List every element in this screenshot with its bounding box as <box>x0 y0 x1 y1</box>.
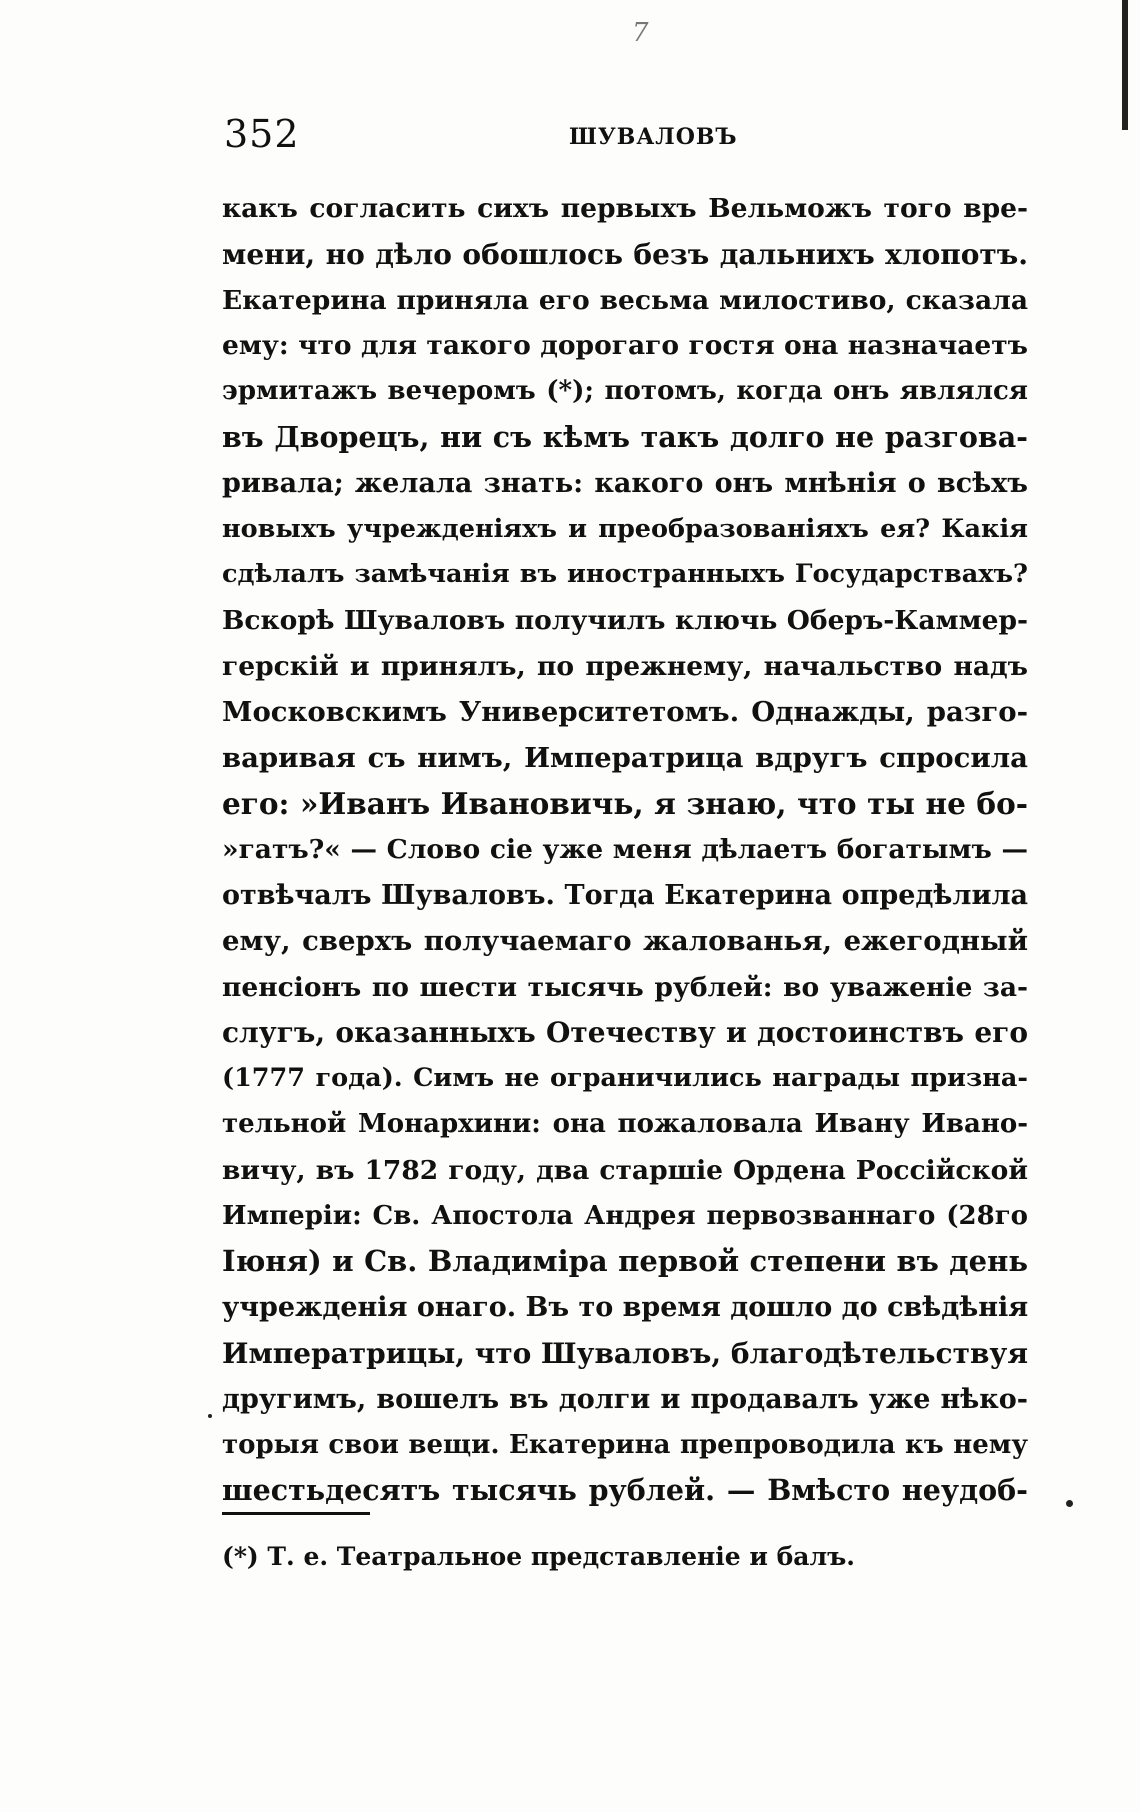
footnote-rule <box>222 1512 370 1515</box>
text-line: ему: что для такого дорогаго гостя она назначаетъ <box>222 330 1028 362</box>
text-line: эрмитажъ вечеромъ (*); потомъ, когда онъ являлся <box>222 376 1028 407</box>
text-line: (1777 года). Симъ не ограничились награды призна- <box>222 1063 1028 1094</box>
text-line: Екатерина приняла его весьма милостиво, сказала <box>222 284 1028 316</box>
text-line: Московскимъ Университетомъ. Однажды, разго- <box>222 695 1028 728</box>
text-line: Имперіи: Св. Апостола Андрея первозваннаго (28го <box>222 1200 1028 1231</box>
page-number: 352 <box>224 112 300 156</box>
ink-speck <box>208 1414 212 1418</box>
text-line: новыхъ учрежденіяхъ и преобразованіяхъ ея? Какія <box>222 513 1028 544</box>
text-line: сдѣлалъ замѣчанія въ иностранныхъ Государствахъ? <box>222 559 1028 590</box>
text-line: шестьдесятъ тысячь рублей. — Вмѣсто неудоб- <box>222 1473 1028 1508</box>
text-line: Іюня) и Св. Владиміра первой степени въ день <box>222 1244 1028 1279</box>
text-line: другимъ, вошелъ въ долги и продавалъ уже нѣко- <box>222 1383 1028 1415</box>
text-line: герскій и принялъ, по прежнему, начальство надъ <box>222 650 1028 682</box>
scan-edge-shadow <box>1122 0 1128 130</box>
text-line: учрежденія онаго. Въ то время дошло до свѣдѣнія <box>222 1292 1029 1324</box>
text-line: ему, сверхъ получаемаго жалованья, ежегодный <box>222 924 1028 957</box>
text-line: Императрицы, что Шуваловъ, благодѣтельствуя <box>222 1336 1029 1370</box>
text-line: ривала; желала знать: какого онъ мнѣнія о всѣхъ <box>222 467 1028 499</box>
text-line: пенсіонъ по шести тысячь рублей: во уваженіе за- <box>222 971 1028 1003</box>
ink-speck <box>1066 1500 1073 1507</box>
text-line: отвѣчалъ Шуваловъ. Тогда Екатерина опредѣлила <box>222 879 1028 911</box>
text-line: тельной Монархини: она пожаловала Ивану Ивано- <box>222 1108 1028 1139</box>
running-title: ШУВАЛОВЪ <box>569 124 738 150</box>
text-line: слугъ, оказанныхъ Отечеству и достоинствъ его <box>222 1016 1028 1050</box>
text-line: торыя свои вещи. Екатерина препроводила къ нему <box>222 1429 1028 1460</box>
footnote: (*) Т. е. Театральное представленіе и балъ. <box>222 1542 856 1571</box>
corner-mark: 7 <box>632 18 649 48</box>
text-line: »гатъ?« — Слово сіе уже меня дѣлаетъ богатымъ — <box>222 834 1028 866</box>
text-line: варивая съ нимъ, Императрица вдругъ спросила <box>222 741 1028 774</box>
text-line: какъ согласить сихъ первыхъ Вельможъ того вре- <box>222 193 1028 224</box>
running-head <box>224 112 1034 172</box>
text-line: мени, но дѣло обошлось безъ дальнихъ хлопотъ. <box>222 237 1028 271</box>
text-line: его: »Иванъ Ивановичь, я знаю, что ты не бо- <box>222 786 1028 822</box>
text-line: Вскорѣ Шуваловъ получилъ ключь Оберъ-Каммер- <box>222 605 1028 637</box>
text-line: въ Дворецъ, ни съ кѣмъ такъ долго не разгова- <box>222 419 1028 454</box>
text-line: вичу, въ 1782 году, два старшіе Ордена Россійской <box>222 1154 1028 1186</box>
body-text <box>222 186 1028 1514</box>
